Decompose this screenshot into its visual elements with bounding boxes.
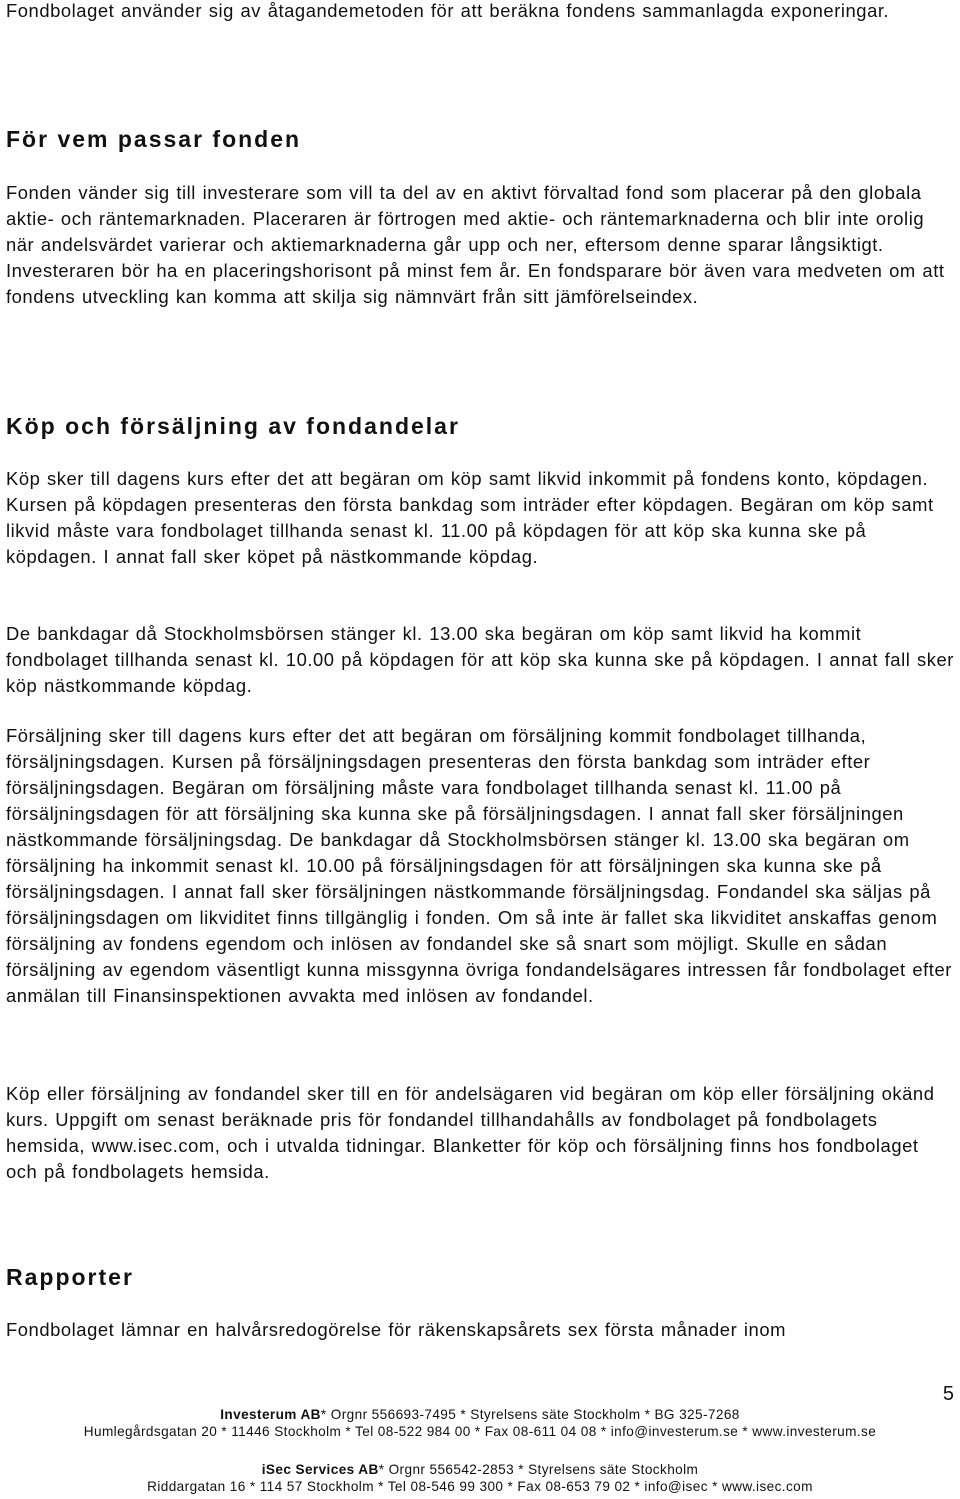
footer-company1-address: Humlegårdsgatan 20 * 11446 Stockholm * Tel 08-522 984 00 * Fax 08-611 04 08 * info@investerum.se * www.investerum.se: [83, 1424, 877, 1439]
price-info-paragraph: Köp eller försäljning av fondandel sker till en för andelsägaren vid begäran om köp eller försäljning okänd kurs. Uppgift om senast beräknade pris för fondandel tillhandahålls av fondbolaget på fondbolagets hemsida, www.isec.com, och i utvalda tidningar. Blanketter för köp och försäljning finns hos fondbolaget och på fondbolagets hemsida.: [6, 1083, 935, 1182]
section-heading-buy-sell: Köp och försäljning av fondandelar: [6, 413, 460, 439]
footer-company2-address: Riddargatan 16 * 114 57 Stockholm * Tel 08-546 99 300 * Fax 08-653 79 02 * info@isec * www.isec.com: [147, 1479, 813, 1494]
footer-company2-name: iSec Services AB: [261, 1462, 379, 1477]
section-heading-reports: Rapporter: [6, 1264, 134, 1290]
buy-paragraph: Köp sker till dagens kurs efter det att begäran om köp samt likvid inkommit på fondens konto, köpdagen. Kursen på köpdagen presenteras den första bankdag som inträder efter köpdagen. Begäran om köp samt likvid måste vara fondbolaget tillhanda senast kl. 11.00 på köpdagen för att köp ska kunna ske på köpdagen. I annat fall sker köpet på nästkommande köpdag.: [6, 468, 934, 567]
reports-paragraph: Fondbolaget lämnar en halvårsredogörelse för räkenskapsårets sex första månader inom: [6, 1319, 786, 1340]
footer-company2-info: * Orgnr 556542-2853 * Styrelsens säte Stockholm: [378, 1462, 699, 1477]
intro-paragraph: Fondbolaget använder sig av åtagandemetoden för att beräkna fondens sammanlagda exponeringar.: [6, 0, 890, 21]
section-heading-target-audience: För vem passar fonden: [6, 126, 302, 152]
buy-short-day-paragraph: De bankdagar då Stockholmsbörsen stänger kl. 13.00 ska begäran om köp samt likvid ha kommit fondbolaget tillhanda senast kl. 10.00 på köpdagen för att köp ska kunna ske på köpdagen. I annat fall sker köp nästkommande köpdag.: [6, 623, 954, 696]
footer-company2-line: [0, 1461, 960, 1478]
footer-company1-name: Investerum AB: [220, 1407, 321, 1422]
footer-company1-line: [0, 1406, 960, 1423]
footer-company1-info: * Orgnr 556693-7495 * Styrelsens säte Stockholm * BG 325-7268: [320, 1407, 740, 1422]
page-number: 5: [942, 1383, 954, 1405]
sell-paragraph: Försäljning sker till dagens kurs efter det att begäran om försäljning kommit fondbolaget tillhanda, försäljningsdagen. Kursen på försäljningsdagen presenteras den första bankdag som inträder efter försäljningsdagen. Begäran om försäljning måste vara fondbolaget tillhanda senast kl. 11.00 på försäljningsdagen för att försäljning ska kunna ske på försäljningsdagen. I annat fall sker försäljningen nästkommande försäljningsdag. De bankdagar då Stockholmsbörsen stänger kl. 13.00 ska begäran om försäljning ha inkommit senast kl. 10.00 på försäljningsdagen för att försäljningen ska kunna ske på försäljningsdagen. I annat fall sker försäljningen nästkommande försäljningsdag. Fondandel ska säljas på försäljningsdagen om likviditet finns tillgänglig i fonden. Om så inte är fallet ska likviditet anskaffas genom försäljning av fondens egendom och inlösen av fondandel ske så snart som möjligt. Skulle en sådan försäljning av egendom väsentligt kunna missgynna övriga fondandelsägares intressen får fondbolaget efter anmälan till Finansinspektionen avvakta med inlösen av fondandel.: [6, 725, 952, 1006]
target-audience-paragraph: Fonden vänder sig till investerare som vill ta del av en aktivt förvaltad fond som placerar på den globala aktie- och räntemarknaden. Placeraren är förtrogen med aktie- och räntemarknaderna och blir inte orolig när andelsvärdet varierar och aktiemarknaderna går upp och ner, eftersom denne sparar långsiktigt. Investeraren bör ha en placeringshorisont på minst fem år. En fondsparare bör även vara medveten om att fondens utveckling kan komma att skilja sig nämnvärt från sitt jämförelseindex.: [6, 182, 945, 307]
